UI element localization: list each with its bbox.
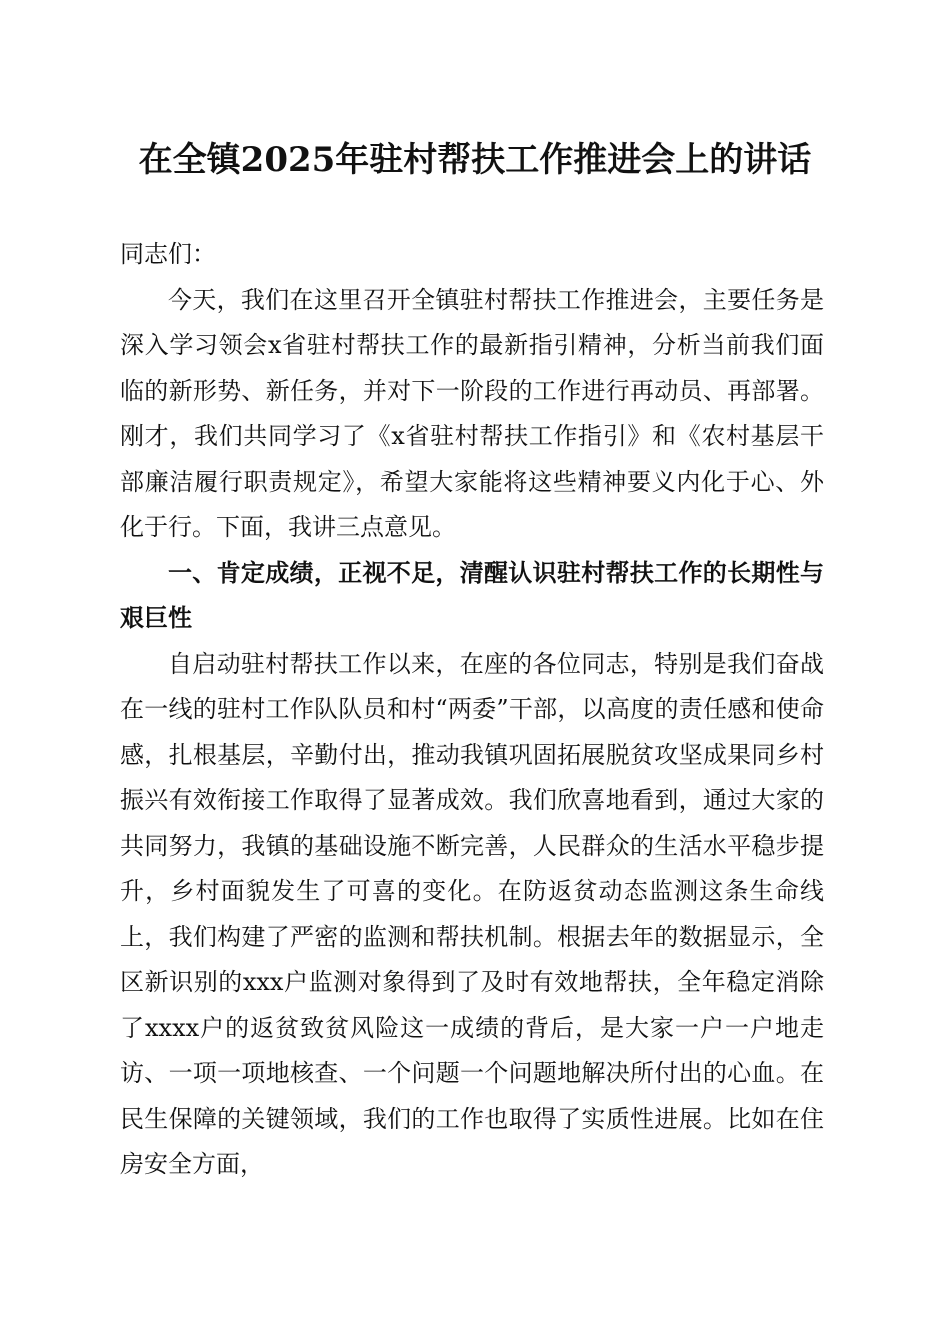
document-title: 在全镇2025年驻村帮扶工作推进会上的讲话 [138, 140, 812, 180]
greeting: 同志们： [120, 240, 216, 268]
section-heading-1: 一、肯定成绩，正视不足，清醒认识驻村帮扶工作的长期性与艰巨性 [120, 558, 824, 632]
paragraph-opening: 今天，我们在这里召开全镇驻村帮扶工作推进会，主要任务是深入学习领会x省驻村帮扶工作的最新指引精神，分析当前我们面临的新形势、新任务，并对下一阶段的工作进行再动员、再部署。刚才，我们共同学习了《x省驻村帮扶工作指引》和《农村基层干部廉洁履行职责规定》，希望大家能将这些精神要义内化于心、外化于行。下面，我讲三点意见。 [120, 285, 824, 541]
document-body [120, 232, 824, 1188]
paragraph-achievements: 自启动驻村帮扶工作以来，在座的各位同志，特别是我们奋战在一线的驻村工作队队员和村“两委”干部，以高度的责任感和使命感，扎根基层，辛勤付出，推动我镇巩固拓展脱贫攻坚成果同乡村振兴有效衔接工作取得了显著成效。我们欣喜地看到，通过大家的共同努力，我镇的基础设施不断完善，人民群众的生活水平稳步提升，乡村面貌发生了可喜的变化。在防返贫动态监测这条生命线上，我们构建了严密的监测和帮扶机制。根据去年的数据显示，全区新识别的xxx户监测对象得到了及时有效地帮扶，全年稳定消除了xxxx户的返贫致贫风险这一成绩的背后，是大家一户一户地走访、一项一项地核查、一个问题一个问题地解决所付出的心血。在民生保障的关键领域，我们的工作也取得了实质性进展。比如在住房安全方面， [120, 649, 824, 1178]
